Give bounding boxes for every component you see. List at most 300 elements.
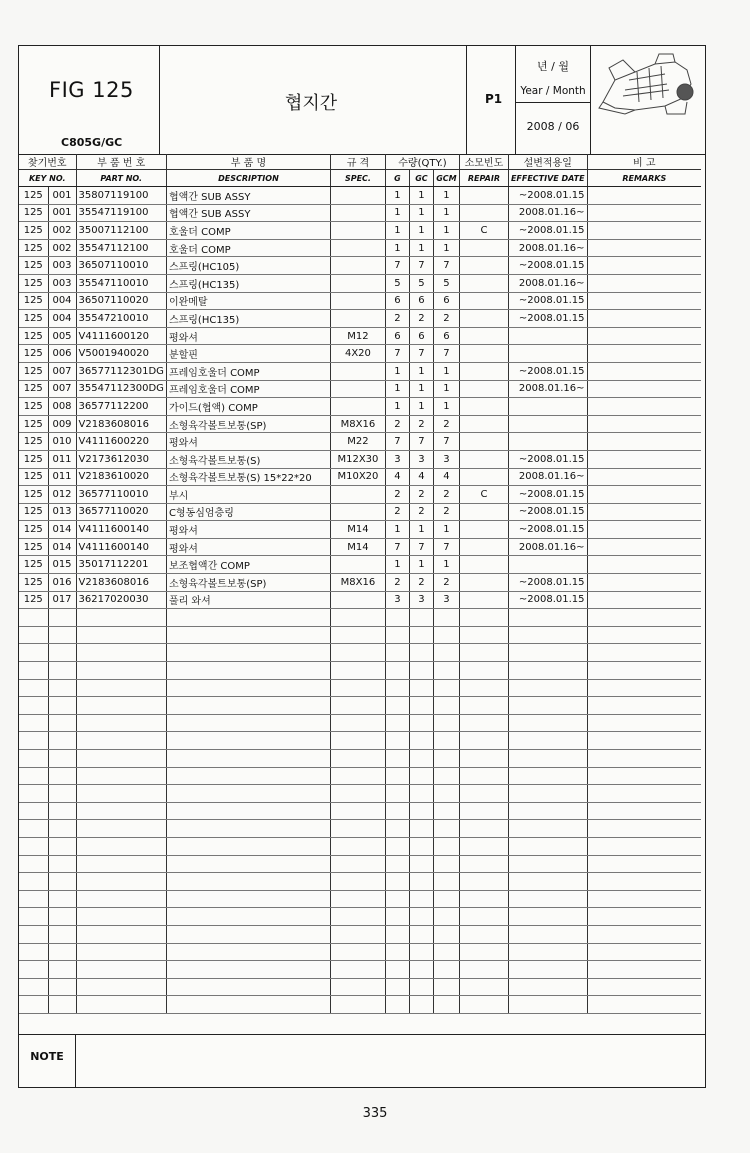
- qty-gc-cell: 7: [409, 345, 433, 363]
- empty-row: [19, 662, 701, 680]
- qty-gc-cell: [409, 732, 433, 750]
- effective-date-cell: [508, 785, 587, 803]
- fig-cell: [19, 873, 48, 891]
- qty-gc-cell: 1: [409, 380, 433, 398]
- part-number-cell: [76, 785, 166, 803]
- fig-cell: 125: [19, 486, 48, 504]
- qty-g-cell: 5: [385, 274, 409, 292]
- repair-cell: [459, 626, 508, 644]
- description-cell: [166, 767, 330, 785]
- qty-g-cell: [385, 732, 409, 750]
- empty-row: [19, 644, 701, 662]
- spec-cell: [330, 187, 385, 205]
- remarks-cell: [587, 855, 701, 873]
- col-key-ko: 찾기번호: [19, 154, 76, 170]
- repair-cell: [459, 274, 508, 292]
- empty-row: [19, 802, 701, 820]
- empty-row: [19, 837, 701, 855]
- key-cell: [48, 609, 76, 627]
- part-number-cell: [76, 714, 166, 732]
- table-row: [19, 380, 701, 398]
- qty-gcm-cell: [433, 750, 459, 768]
- figure-number: FIG 125: [49, 78, 134, 102]
- qty-gcm-cell: 1: [433, 521, 459, 539]
- key-cell: 009: [48, 415, 76, 433]
- qty-g-cell: 1: [385, 187, 409, 205]
- table-row: [19, 468, 701, 486]
- repair-cell: [459, 433, 508, 451]
- part-number-cell: [76, 750, 166, 768]
- remarks-cell: [587, 204, 701, 222]
- table-row: [19, 415, 701, 433]
- description-cell: [166, 978, 330, 996]
- effective-date-cell: [508, 925, 587, 943]
- effective-date-cell: [508, 662, 587, 680]
- qty-gcm-cell: 1: [433, 187, 459, 205]
- col-qty-ko: 수량(QTY.): [385, 154, 459, 170]
- qty-gcm-cell: 5: [433, 274, 459, 292]
- repair-cell: [459, 468, 508, 486]
- divider: [516, 102, 590, 103]
- qty-gc-cell: [409, 908, 433, 926]
- qty-gc-cell: [409, 873, 433, 891]
- qty-gcm-cell: 7: [433, 538, 459, 556]
- key-cell: 017: [48, 591, 76, 609]
- repair-cell: C: [459, 486, 508, 504]
- description-cell: [166, 662, 330, 680]
- empty-row: [19, 609, 701, 627]
- qty-g-cell: 6: [385, 292, 409, 310]
- key-cell: 016: [48, 574, 76, 592]
- fig-cell: 125: [19, 310, 48, 328]
- qty-gcm-cell: 6: [433, 327, 459, 345]
- spec-cell: [330, 855, 385, 873]
- spec-cell: [330, 785, 385, 803]
- spec-cell: M8X16: [330, 574, 385, 592]
- qty-gc-cell: 7: [409, 257, 433, 275]
- key-cell: [48, 890, 76, 908]
- col-key-en: KEY NO.: [19, 170, 76, 187]
- table-row: [19, 257, 701, 275]
- effective-date-cell: [508, 609, 587, 627]
- remarks-cell: [587, 345, 701, 363]
- fig-cell: [19, 662, 48, 680]
- qty-gc-cell: [409, 978, 433, 996]
- qty-gcm-cell: [433, 943, 459, 961]
- effective-date-cell: [508, 327, 587, 345]
- table-row: [19, 486, 701, 504]
- effective-date-cell: 2008.01.16~: [508, 239, 587, 257]
- qty-gc-cell: [409, 679, 433, 697]
- qty-g-cell: 1: [385, 222, 409, 240]
- qty-gc-cell: [409, 855, 433, 873]
- qty-gc-cell: [409, 609, 433, 627]
- repair-cell: [459, 925, 508, 943]
- year-month-ko: 년 / 월: [537, 60, 569, 73]
- part-number-cell: [76, 644, 166, 662]
- key-cell: [48, 996, 76, 1014]
- repair-cell: [459, 662, 508, 680]
- description-cell: [166, 925, 330, 943]
- key-cell: 011: [48, 450, 76, 468]
- qty-g-cell: [385, 996, 409, 1014]
- remarks-cell: [587, 222, 701, 240]
- description-cell: 풀리 와셔: [166, 591, 330, 609]
- repair-cell: [459, 327, 508, 345]
- part-number-cell: V5001940020: [76, 345, 166, 363]
- spec-cell: [330, 609, 385, 627]
- part-number-cell: 36217020030: [76, 591, 166, 609]
- fig-cell: [19, 732, 48, 750]
- spec-cell: [330, 908, 385, 926]
- key-cell: 002: [48, 222, 76, 240]
- key-cell: 002: [48, 239, 76, 257]
- qty-g-cell: 7: [385, 257, 409, 275]
- remarks-cell: [587, 626, 701, 644]
- table-row: [19, 556, 701, 574]
- spec-cell: [330, 486, 385, 504]
- key-cell: 001: [48, 187, 76, 205]
- remarks-cell: [587, 890, 701, 908]
- machine-illustration-cell: [591, 46, 705, 154]
- table-row: [19, 362, 701, 380]
- key-cell: [48, 855, 76, 873]
- qty-gcm-cell: 1: [433, 362, 459, 380]
- remarks-cell: [587, 187, 701, 205]
- empty-row: [19, 961, 701, 979]
- qty-gc-cell: [409, 750, 433, 768]
- table-row: [19, 292, 701, 310]
- part-number-cell: 35547119100: [76, 204, 166, 222]
- qty-gc-cell: 2: [409, 415, 433, 433]
- qty-gc-cell: [409, 996, 433, 1014]
- qty-g-cell: [385, 714, 409, 732]
- table-row: [19, 398, 701, 416]
- part-number-cell: [76, 855, 166, 873]
- qty-g-cell: 6: [385, 327, 409, 345]
- repair-cell: [459, 239, 508, 257]
- qty-gcm-cell: 2: [433, 486, 459, 504]
- description-cell: [166, 802, 330, 820]
- effective-date-cell: [508, 978, 587, 996]
- col-part-ko: 부 품 번 호: [76, 154, 166, 170]
- key-cell: 003: [48, 257, 76, 275]
- qty-gcm-cell: [433, 609, 459, 627]
- effective-date-cell: ~2008.01.15: [508, 486, 587, 504]
- spec-cell: [330, 732, 385, 750]
- qty-gcm-cell: 7: [433, 345, 459, 363]
- part-number-cell: V4111600140: [76, 521, 166, 539]
- fig-cell: 125: [19, 538, 48, 556]
- effective-date-cell: [508, 697, 587, 715]
- description-cell: 보조협액간 COMP: [166, 556, 330, 574]
- effective-date-cell: [508, 345, 587, 363]
- key-cell: 001: [48, 204, 76, 222]
- remarks-cell: [587, 380, 701, 398]
- description-cell: 평와셔: [166, 327, 330, 345]
- effective-date-cell: [508, 732, 587, 750]
- qty-gc-cell: 6: [409, 292, 433, 310]
- note-label: NOTE: [19, 1035, 76, 1087]
- repair-cell: [459, 802, 508, 820]
- qty-gc-cell: [409, 697, 433, 715]
- spec-cell: M14: [330, 538, 385, 556]
- spec-cell: [330, 257, 385, 275]
- repair-cell: [459, 292, 508, 310]
- key-cell: [48, 961, 76, 979]
- effective-date-cell: [508, 398, 587, 416]
- qty-gcm-cell: [433, 961, 459, 979]
- description-cell: 스프링(HC135): [166, 274, 330, 292]
- spec-cell: [330, 310, 385, 328]
- spec-cell: [330, 767, 385, 785]
- revision-date: 2008 / 06: [526, 120, 580, 133]
- spec-cell: M12: [330, 327, 385, 345]
- part-number-cell: 35807119100: [76, 187, 166, 205]
- qty-gc-cell: [409, 714, 433, 732]
- description-cell: 부시: [166, 486, 330, 504]
- description-cell: [166, 714, 330, 732]
- spec-cell: [330, 503, 385, 521]
- effective-date-cell: ~2008.01.15: [508, 574, 587, 592]
- qty-g-cell: [385, 855, 409, 873]
- remarks-cell: [587, 873, 701, 891]
- col-desc-ko: 부 품 명: [166, 154, 330, 170]
- table-row: [19, 503, 701, 521]
- qty-gc-cell: 1: [409, 398, 433, 416]
- remarks-cell: [587, 538, 701, 556]
- qty-gcm-cell: 2: [433, 310, 459, 328]
- qty-g-cell: 1: [385, 380, 409, 398]
- qty-gc-cell: 1: [409, 204, 433, 222]
- spec-cell: [330, 556, 385, 574]
- description-cell: [166, 855, 330, 873]
- col-eff-ko: 설변적용일: [508, 154, 587, 170]
- remarks-cell: [587, 556, 701, 574]
- key-cell: [48, 679, 76, 697]
- qty-g-cell: 7: [385, 538, 409, 556]
- qty-g-cell: [385, 890, 409, 908]
- qty-g-cell: 1: [385, 521, 409, 539]
- empty-row: [19, 785, 701, 803]
- fig-cell: [19, 697, 48, 715]
- table-row: [19, 239, 701, 257]
- spec-cell: [330, 873, 385, 891]
- table-row: [19, 521, 701, 539]
- effective-date-cell: [508, 961, 587, 979]
- page-number: 335: [362, 1106, 388, 1121]
- remarks-cell: [587, 644, 701, 662]
- spec-cell: [330, 679, 385, 697]
- fig-cell: [19, 855, 48, 873]
- qty-g-cell: [385, 961, 409, 979]
- qty-g-cell: 3: [385, 591, 409, 609]
- qty-gc-cell: [409, 662, 433, 680]
- qty-g-cell: [385, 978, 409, 996]
- col-repair-en: REPAIR: [459, 170, 508, 187]
- fig-cell: [19, 802, 48, 820]
- repair-cell: [459, 257, 508, 275]
- part-number-cell: [76, 890, 166, 908]
- effective-date-cell: [508, 644, 587, 662]
- effective-date-cell: [508, 556, 587, 574]
- part-number-cell: [76, 978, 166, 996]
- key-cell: 012: [48, 486, 76, 504]
- page-ref: P1: [485, 92, 503, 106]
- repair-cell: [459, 767, 508, 785]
- key-cell: [48, 697, 76, 715]
- key-cell: [48, 978, 76, 996]
- table-row: [19, 345, 701, 363]
- remarks-cell: [587, 415, 701, 433]
- description-cell: [166, 943, 330, 961]
- qty-g-cell: [385, 626, 409, 644]
- key-cell: 004: [48, 310, 76, 328]
- fig-cell: 125: [19, 503, 48, 521]
- repair-cell: [459, 820, 508, 838]
- remarks-cell: [587, 908, 701, 926]
- part-number-cell: 35007112100: [76, 222, 166, 240]
- repair-cell: [459, 362, 508, 380]
- key-cell: [48, 662, 76, 680]
- remarks-cell: [587, 732, 701, 750]
- part-number-cell: [76, 802, 166, 820]
- qty-gcm-cell: 7: [433, 257, 459, 275]
- key-cell: [48, 908, 76, 926]
- qty-gcm-cell: [433, 820, 459, 838]
- key-cell: 010: [48, 433, 76, 451]
- qty-gc-cell: [409, 837, 433, 855]
- qty-g-cell: 7: [385, 345, 409, 363]
- part-number-cell: [76, 662, 166, 680]
- effective-date-cell: 2008.01.16~: [508, 380, 587, 398]
- fig-cell: 125: [19, 222, 48, 240]
- qty-gcm-cell: [433, 662, 459, 680]
- empty-row: [19, 714, 701, 732]
- description-cell: [166, 750, 330, 768]
- empty-row: [19, 732, 701, 750]
- remarks-cell: [587, 943, 701, 961]
- empty-row: [19, 943, 701, 961]
- repair-cell: C: [459, 222, 508, 240]
- part-number-cell: V4111600120: [76, 327, 166, 345]
- table-header-korean: [19, 154, 701, 170]
- effective-date-cell: [508, 767, 587, 785]
- qty-gcm-cell: [433, 785, 459, 803]
- title-cell: [160, 46, 467, 154]
- fig-cell: [19, 908, 48, 926]
- qty-gcm-cell: [433, 697, 459, 715]
- part-number-cell: [76, 679, 166, 697]
- qty-g-cell: [385, 644, 409, 662]
- qty-g-cell: [385, 609, 409, 627]
- effective-date-cell: 2008.01.16~: [508, 204, 587, 222]
- harvester-icon: [595, 50, 701, 120]
- effective-date-cell: [508, 714, 587, 732]
- part-number-cell: [76, 908, 166, 926]
- spec-cell: [330, 274, 385, 292]
- part-number-cell: V2173612030: [76, 450, 166, 468]
- key-cell: [48, 873, 76, 891]
- spec-cell: [330, 222, 385, 240]
- effective-date-cell: ~2008.01.15: [508, 222, 587, 240]
- qty-gc-cell: [409, 802, 433, 820]
- remarks-cell: [587, 978, 701, 996]
- col-eff-en: EFFECTIVE DATE: [508, 170, 587, 187]
- effective-date-cell: [508, 679, 587, 697]
- qty-gc-cell: 3: [409, 450, 433, 468]
- qty-gcm-cell: 3: [433, 450, 459, 468]
- qty-gcm-cell: [433, 996, 459, 1014]
- qty-gcm-cell: [433, 767, 459, 785]
- fig-cell: [19, 890, 48, 908]
- year-month-cell: [516, 46, 591, 154]
- description-cell: 호울더 COMP: [166, 222, 330, 240]
- fig-cell: 125: [19, 345, 48, 363]
- description-cell: 가이드(협액) COMP: [166, 398, 330, 416]
- part-number-cell: V2183610020: [76, 468, 166, 486]
- effective-date-cell: [508, 996, 587, 1014]
- remarks-cell: [587, 714, 701, 732]
- qty-gcm-cell: [433, 908, 459, 926]
- key-cell: 006: [48, 345, 76, 363]
- description-cell: [166, 996, 330, 1014]
- note-section: [19, 1034, 705, 1087]
- description-cell: 호울더 COMP: [166, 239, 330, 257]
- repair-cell: [459, 890, 508, 908]
- part-number-cell: [76, 697, 166, 715]
- empty-row: [19, 978, 701, 996]
- description-cell: 협액간 SUB ASSY: [166, 204, 330, 222]
- qty-gc-cell: [409, 820, 433, 838]
- spec-cell: [330, 802, 385, 820]
- qty-g-cell: 3: [385, 450, 409, 468]
- repair-cell: [459, 556, 508, 574]
- description-cell: 소형육각볼트보통(S): [166, 450, 330, 468]
- qty-gcm-cell: [433, 890, 459, 908]
- part-number-cell: 36507110010: [76, 257, 166, 275]
- table-row: [19, 222, 701, 240]
- key-cell: 008: [48, 398, 76, 416]
- table-row: [19, 274, 701, 292]
- col-qty-g: G: [385, 170, 409, 187]
- fig-cell: [19, 767, 48, 785]
- qty-gcm-cell: 2: [433, 574, 459, 592]
- parts-table-body: [19, 187, 701, 1014]
- qty-gc-cell: 2: [409, 574, 433, 592]
- repair-cell: [459, 961, 508, 979]
- figure-cell: [19, 46, 160, 154]
- qty-gcm-cell: 1: [433, 204, 459, 222]
- remarks-cell: [587, 503, 701, 521]
- remarks-cell: [587, 310, 701, 328]
- description-cell: [166, 961, 330, 979]
- remarks-cell: [587, 750, 701, 768]
- year-month-en: Year / Month: [520, 85, 586, 97]
- description-cell: 스프링(HC135): [166, 310, 330, 328]
- qty-g-cell: 1: [385, 239, 409, 257]
- qty-gc-cell: 1: [409, 187, 433, 205]
- fig-cell: [19, 714, 48, 732]
- col-spec-ko: 규 격: [330, 154, 385, 170]
- qty-gc-cell: 1: [409, 362, 433, 380]
- repair-cell: [459, 538, 508, 556]
- table-row: [19, 538, 701, 556]
- spec-cell: [330, 398, 385, 416]
- description-cell: 평와셔: [166, 538, 330, 556]
- qty-gc-cell: 2: [409, 503, 433, 521]
- spec-cell: M12X30: [330, 450, 385, 468]
